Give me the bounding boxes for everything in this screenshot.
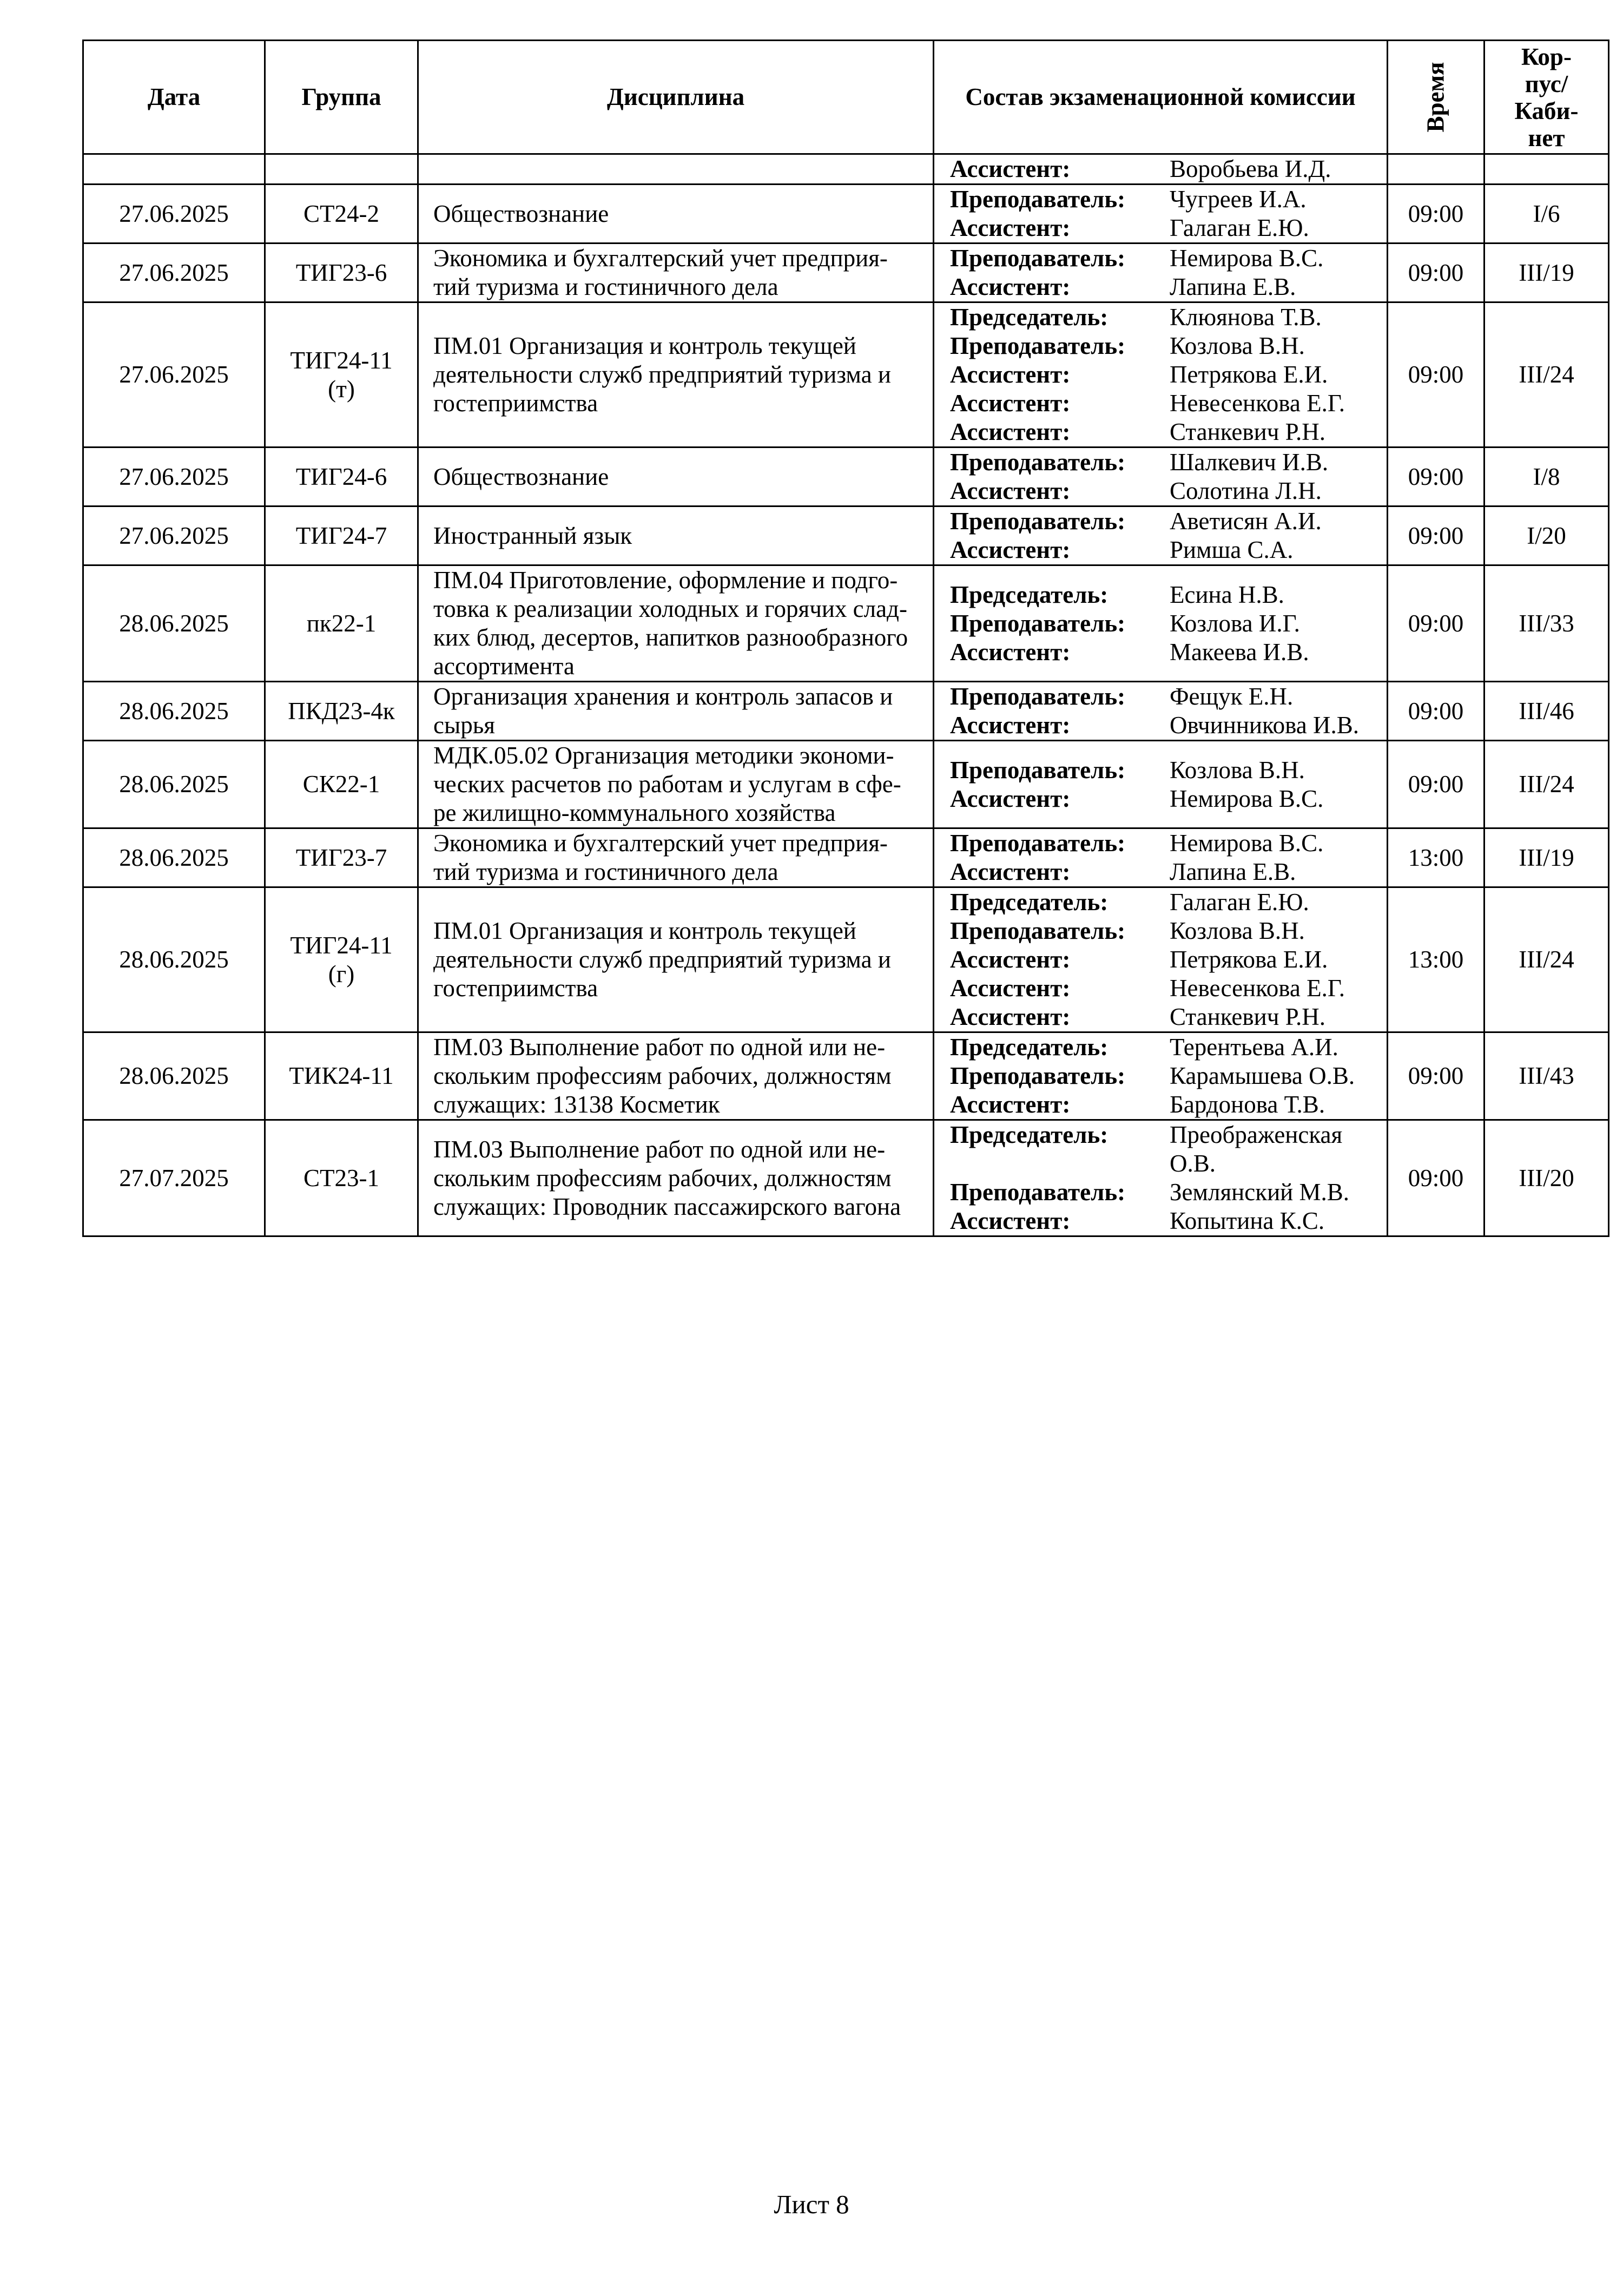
member-name: Станкевич Р.Н.	[1170, 1003, 1326, 1030]
header-group: Группа	[265, 41, 418, 154]
member-role: Ассистент:	[950, 418, 1071, 445]
member-name: Немирова В.С.	[1170, 830, 1324, 857]
discipline-cell: ПМ.01 Организация и контроль текущей деятельности служб предприятий туризма и гостеприимства	[418, 887, 934, 1032]
commission-cell	[934, 185, 1388, 244]
member-name: Землянский М.В.	[1170, 1179, 1350, 1206]
room-cell: I/8	[1485, 448, 1609, 506]
commission-cell	[934, 565, 1388, 682]
table-row	[83, 828, 1609, 887]
member-name: Козлова И.Г.	[1170, 609, 1300, 637]
header-time-cell	[1388, 41, 1485, 154]
member-name: Козлова В.Н.	[1170, 756, 1305, 784]
time-cell: 09:00	[1388, 741, 1485, 828]
member-role: Ассистент:	[950, 1003, 1071, 1030]
discipline-cell: ПМ.04 Приготовление, оформление и подго- товка к реализации холодных и горячих слад- ких блюд, десертов, напитков разнообразного ассортимента	[418, 565, 934, 682]
member-role: Преподаватель:	[950, 508, 1126, 535]
date-cell: 27.06.2025	[83, 185, 265, 244]
time-cell: 09:00	[1388, 1120, 1485, 1236]
table-row	[83, 154, 1609, 185]
table-row	[83, 741, 1609, 828]
date-cell: 28.06.2025	[83, 682, 265, 741]
date-cell: 27.06.2025	[83, 302, 265, 448]
commission-cell	[934, 506, 1388, 565]
time-cell: 09:00	[1388, 185, 1485, 244]
commission-list	[934, 244, 1387, 301]
member-role: Преподаватель:	[950, 449, 1126, 476]
header-row	[83, 41, 1609, 154]
member-role: Ассистент:	[950, 946, 1071, 973]
member-name: Станкевич Р.Н.	[1170, 418, 1326, 445]
member-role: Преподаватель:	[950, 683, 1126, 710]
discipline-cell: МДК.05.02 Организация методики экономи- ческих расчетов по работам и услугам в сфе- ре жилищно-коммунального хозяйства	[418, 741, 934, 828]
member-name: Римша С.А.	[1170, 536, 1294, 563]
time-cell: 09:00	[1388, 565, 1485, 682]
table-row	[83, 185, 1609, 244]
table-row	[83, 565, 1609, 682]
member-name: Есина Н.В.	[1170, 581, 1284, 608]
group-cell: ТИГ24-7	[265, 506, 418, 565]
discipline-cell: ПМ.03 Выполнение работ по одной или не- скольким профессиям рабочих, должностям служащих: Проводник пассажирского вагона	[418, 1120, 934, 1236]
member-name: Лапина Е.В.	[1170, 858, 1296, 885]
member-name: Солотина Л.Н.	[1170, 477, 1322, 504]
discipline-cell: ПМ.03 Выполнение работ по одной или не- скольким профессиям рабочих, должностям служащих: 13138 Косметик	[418, 1032, 934, 1120]
member-role: Преподаватель:	[950, 830, 1126, 857]
commission-list	[934, 888, 1387, 1031]
member-role: Ассистент:	[950, 214, 1071, 241]
table-row	[83, 302, 1609, 448]
member-role: Ассистент:	[950, 638, 1071, 666]
page-number: Лист 8	[774, 2189, 849, 2219]
member-name: Копытина К.С.	[1170, 1207, 1325, 1234]
member-role: Преподаватель:	[950, 917, 1126, 944]
commission-list	[934, 756, 1387, 813]
commission-list	[934, 829, 1387, 886]
room-cell: III/43	[1485, 1032, 1609, 1120]
time-cell: 13:00	[1388, 828, 1485, 887]
commission-cell	[934, 741, 1388, 828]
commission-list	[934, 507, 1387, 564]
group-cell: ПКД23-4к	[265, 682, 418, 741]
date-cell: 28.06.2025	[83, 887, 265, 1032]
table-row	[83, 1032, 1609, 1120]
discipline-cell: Экономика и бухгалтерский учет предприя- тий туризма и гостиничного дела	[418, 244, 934, 302]
time-cell	[1388, 154, 1485, 185]
table-row	[83, 1120, 1609, 1236]
member-name: Карамышева О.В.	[1170, 1062, 1355, 1089]
room-cell: I/6	[1485, 185, 1609, 244]
commission-list	[934, 682, 1387, 740]
header-room: Кор- пус/ Каби- нет	[1485, 41, 1609, 154]
commission-cell	[934, 1120, 1388, 1236]
table-row	[83, 506, 1609, 565]
member-role: Ассистент:	[950, 1207, 1071, 1234]
member-name: Шалкевич И.В.	[1170, 449, 1329, 476]
member-name: Немирова В.С.	[1170, 785, 1324, 812]
time-cell: 09:00	[1388, 682, 1485, 741]
date-cell: 27.06.2025	[83, 244, 265, 302]
table-body	[83, 154, 1609, 1236]
date-cell: 27.06.2025	[83, 448, 265, 506]
member-role: Преподаватель:	[950, 245, 1126, 272]
header-discipline: Дисциплина	[418, 41, 934, 154]
commission-cell	[934, 887, 1388, 1032]
member-role: Преподаватель:	[950, 1179, 1126, 1206]
discipline-cell: Экономика и бухгалтерский учет предприя- тий туризма и гостиничного дела	[418, 828, 934, 887]
member-name: Невесенкова Е.Г.	[1170, 390, 1345, 417]
member-role: Ассистент:	[950, 361, 1071, 388]
member-role: Ассистент:	[950, 536, 1071, 563]
member-name: Козлова В.Н.	[1170, 917, 1305, 944]
member-name: Бардонова Т.В.	[1170, 1091, 1325, 1118]
member-role: Председатель:	[950, 1121, 1109, 1148]
table-row	[83, 448, 1609, 506]
date-cell: 28.06.2025	[83, 1032, 265, 1120]
discipline-cell	[418, 154, 934, 185]
member-role: Ассистент:	[950, 1091, 1071, 1118]
member-name: Немирова В.С.	[1170, 245, 1324, 272]
room-cell: III/20	[1485, 1120, 1609, 1236]
table-row	[83, 887, 1609, 1032]
time-cell: 09:00	[1388, 506, 1485, 565]
group-cell: СТ23-1	[265, 1120, 418, 1236]
header-commission: Состав экзаменационной комиссии	[934, 41, 1388, 154]
member-name: Преображенская О.В.	[1170, 1121, 1343, 1177]
discipline-cell: Обществознание	[418, 185, 934, 244]
member-name: Чугреев И.А.	[1170, 186, 1307, 213]
table-row	[83, 682, 1609, 741]
header-date: Дата	[83, 41, 265, 154]
member-name: Петрякова Е.И.	[1170, 361, 1328, 388]
room-cell: III/24	[1485, 887, 1609, 1032]
member-role: Ассистент:	[950, 390, 1071, 417]
member-name: Лапина Е.В.	[1170, 273, 1296, 300]
member-role: Ассистент:	[950, 273, 1071, 300]
commission-list	[934, 581, 1387, 667]
room-cell: I/20	[1485, 506, 1609, 565]
member-name: Аветисян А.И.	[1170, 508, 1322, 535]
member-name: Галаган Е.Ю.	[1170, 214, 1309, 241]
member-role: Преподаватель:	[950, 609, 1126, 637]
member-role: Ассистент:	[950, 477, 1071, 504]
member-name: Клюянова Т.В.	[1170, 304, 1322, 331]
group-cell: ТИГ24-11 (г)	[265, 887, 418, 1032]
commission-cell	[934, 154, 1388, 185]
member-name: Макеева И.В.	[1170, 638, 1309, 666]
member-name: Овчинникова И.В.	[1170, 712, 1359, 739]
member-name: Фещук Е.Н.	[1170, 683, 1294, 710]
date-cell: 28.06.2025	[83, 565, 265, 682]
member-name: Воробьева И.Д.	[1170, 155, 1331, 182]
room-cell: III/46	[1485, 682, 1609, 741]
time-cell: 09:00	[1388, 244, 1485, 302]
exam-schedule-table	[82, 40, 1609, 1237]
member-name: Невесенкова Е.Г.	[1170, 975, 1345, 1002]
commission-cell	[934, 828, 1388, 887]
group-cell: пк22-1	[265, 565, 418, 682]
time-cell: 09:00	[1388, 1032, 1485, 1120]
group-cell: ТИГ24-6	[265, 448, 418, 506]
room-cell	[1485, 154, 1609, 185]
commission-list	[934, 1121, 1387, 1235]
time-cell: 09:00	[1388, 302, 1485, 448]
group-cell: ТИГ24-11 (т)	[265, 302, 418, 448]
header-time: Время	[1422, 62, 1449, 133]
date-cell: 27.07.2025	[83, 1120, 265, 1236]
member-role: Преподаватель:	[950, 756, 1126, 784]
commission-cell	[934, 682, 1388, 741]
member-role: Ассистент:	[950, 712, 1071, 739]
group-cell: ТИГ23-6	[265, 244, 418, 302]
group-cell	[265, 154, 418, 185]
member-role: Председатель:	[950, 581, 1109, 608]
group-cell: ТИК24-11	[265, 1032, 418, 1120]
member-role: Преподаватель:	[950, 332, 1126, 359]
room-cell: III/24	[1485, 741, 1609, 828]
discipline-cell: Организация хранения и контроль запасов и сырья	[418, 682, 934, 741]
member-name: Галаган Е.Ю.	[1170, 889, 1309, 916]
member-name: Козлова В.Н.	[1170, 332, 1305, 359]
time-cell: 09:00	[1388, 448, 1485, 506]
member-role: Председатель:	[950, 1034, 1109, 1061]
discipline-cell: ПМ.01 Организация и контроль текущей деятельности служб предприятий туризма и гостеприимства	[418, 302, 934, 448]
member-role: Председатель:	[950, 889, 1109, 916]
member-name: Терентьева А.И.	[1170, 1034, 1338, 1061]
group-cell: ТИГ23-7	[265, 828, 418, 887]
room-cell: III/24	[1485, 302, 1609, 448]
member-role: Ассистент:	[950, 858, 1071, 885]
member-name: Петрякова Е.И.	[1170, 946, 1328, 973]
room-cell: III/19	[1485, 244, 1609, 302]
commission-list	[934, 1033, 1387, 1119]
member-role: Преподаватель:	[950, 186, 1126, 213]
member-role: Ассистент:	[950, 785, 1071, 812]
commission-cell	[934, 448, 1388, 506]
discipline-cell: Иностранный язык	[418, 506, 934, 565]
commission-list	[934, 303, 1387, 446]
time-cell: 13:00	[1388, 887, 1485, 1032]
discipline-cell: Обществознание	[418, 448, 934, 506]
member-role: Преподаватель:	[950, 1062, 1126, 1089]
commission-cell	[934, 302, 1388, 448]
commission-cell	[934, 244, 1388, 302]
commission-list	[934, 155, 1387, 183]
room-cell: III/19	[1485, 828, 1609, 887]
member-role: Ассистент:	[950, 975, 1071, 1002]
date-cell: 28.06.2025	[83, 741, 265, 828]
commission-list	[934, 185, 1387, 242]
table-row	[83, 244, 1609, 302]
date-cell	[83, 154, 265, 185]
date-cell: 28.06.2025	[83, 828, 265, 887]
member-role: Председатель:	[950, 304, 1109, 331]
member-role: Ассистент:	[950, 155, 1071, 182]
room-cell: III/33	[1485, 565, 1609, 682]
commission-list	[934, 448, 1387, 505]
group-cell: СК22-1	[265, 741, 418, 828]
commission-cell	[934, 1032, 1388, 1120]
group-cell: СТ24-2	[265, 185, 418, 244]
date-cell: 27.06.2025	[83, 506, 265, 565]
